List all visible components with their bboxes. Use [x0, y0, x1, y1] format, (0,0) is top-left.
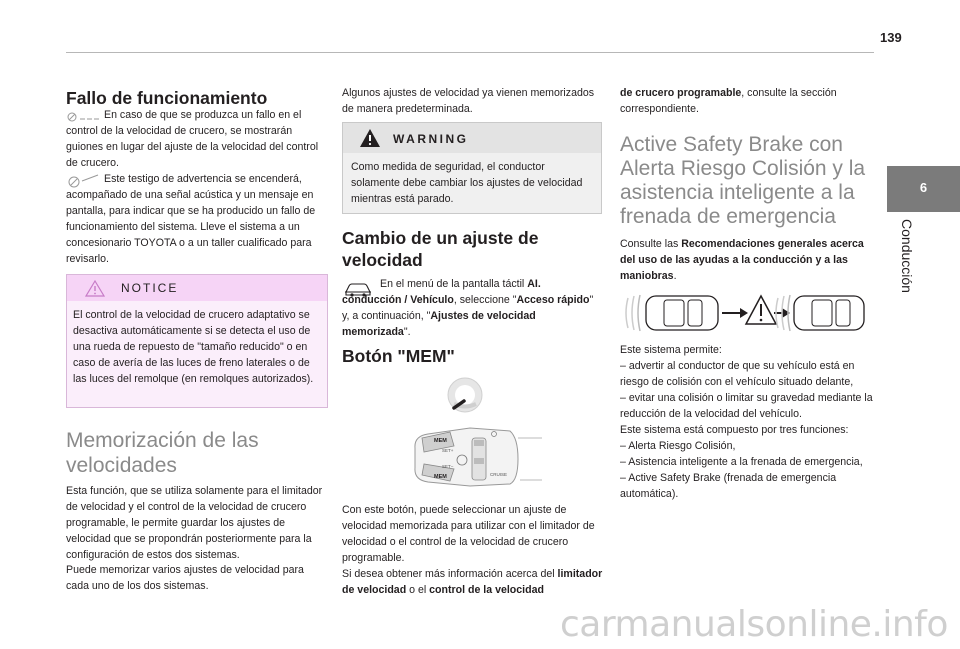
fault-paragraph-2: Este testigo de advertencia se encenderá, acompañado de una señal acústica y un mensaje en pantalla, para indicar que se ha producido un fallo de funcionamiento del sistema. Lleve el sistema a un concesionario TOYOTA o a un taller cualificado para revisarlo. [66, 173, 316, 265]
system-composed-label: Este sistema está compuesto por tres funciones: [620, 424, 849, 436]
section-title-asb-line2: Alerta Riesgo Colisión y la [620, 157, 866, 180]
collision-illustration [622, 288, 870, 338]
function-1: – Alerta Riesgo Colisión, [620, 440, 736, 452]
section-title-asb-line4: frenada de emergencia [620, 205, 836, 228]
collision-warning-icon [722, 296, 790, 324]
mem-paragraph-2: Si desea obtener más información acerca del limitador de velocidad o el control de la velocidad [342, 568, 603, 596]
mem-paragraph-1: Con este botón, puede seleccionar un ajuste de velocidad memorizada para utilizar con el limitador de velocidad o el control de la velocidad de crucero programable. [342, 504, 595, 564]
allows-bullet-2: – evitar una colisión o limitar su gravedad mediante la reducción de la velocidad del vehículo. [620, 392, 873, 420]
change-instructions: En el menú de la pantalla táctil AI. conducción / Vehículo, seleccione "Acceso rápido" y, a continuación, "Ajustes de velocidad memorizada". [342, 278, 594, 338]
warning-box [342, 122, 602, 214]
chapter-label: Conducción [899, 219, 915, 293]
notice-box [66, 274, 328, 408]
notice-label: NOTICE [121, 281, 179, 295]
set-minus-label: SET− [442, 464, 454, 469]
section-title-memorization-line2: velocidades [66, 454, 177, 477]
mem-label-bottom: MEM [434, 474, 447, 480]
section-title-change-line2: velocidad [342, 250, 423, 270]
see-recommendations: Consulte las Recomendaciones generales acerca del uso de las ayudas a la conducción y a las maniobras. [620, 238, 864, 282]
fault-paragraph-1: En caso de que se produzca un fallo en el control de la velocidad de crucero, se mostrarán guiones en lugar del ajuste de la velocidad del control de crucero. [66, 109, 319, 169]
notice-text: El control de la velocidad de crucero adaptativo se desactiva automáticamente si se detecta el uso de una rueda de repuesto de "tamaño reducido" o en caso de avería de las luces de freno laterales o de las luces del remolque (en remolques autorizados). [73, 309, 314, 385]
function-2: – Asistencia inteligente a la frenada de emergencia, [620, 456, 863, 468]
section-title-change-line1: Cambio de un ajuste de [342, 228, 539, 248]
warning-text: Como medida de seguridad, el conductor solamente debe cambiar los ajustes de velocidad mientras está parado. [351, 161, 583, 205]
system-allows-label: Este sistema permite: [620, 344, 722, 356]
section-title-asb-line1: Active Safety Brake con [620, 133, 843, 156]
chapter-number: 6 [919, 180, 928, 195]
section-title-mem-button: Botón "MEM" [342, 346, 455, 366]
warning-label: WARNING [393, 132, 469, 146]
section-title-memorization-line1: Memorización de las [66, 429, 259, 452]
section-title-asb-line3: asistencia inteligente a la [620, 181, 855, 204]
memorization-paragraph-2: Puede memorizar varios ajustes de velocidad para cada uno de los dos sistemas. [66, 564, 304, 592]
mem-button-illustration [410, 376, 545, 496]
section-title-fault: Fallo de funcionamiento [66, 88, 268, 108]
page-number: 139 [880, 30, 902, 45]
notice-header [67, 275, 327, 301]
continued-text: de crucero programable, consulte la sección correspondiente. [620, 87, 837, 115]
steering-wheel-icon [448, 378, 482, 412]
rear-vehicle-icon [626, 295, 718, 331]
warning-header [343, 123, 601, 153]
cruise-label: CRUISE [490, 472, 508, 477]
warning-triangle-icon [359, 128, 381, 148]
memorization-paragraph-1: Esta función, que se utiliza solamente para el limitador de velocidad y el control de la velocidad de crucero programable, le permite guardar los ajustes de velocidad que se propondrán posteriormente para la configuración de estos dos sistemas. [66, 485, 323, 561]
allows-bullet-1: – advertir al conductor de que su vehículo está en riesgo de colisión con el vehículo situado delante, [620, 360, 855, 388]
header-divider [66, 52, 874, 53]
mem-label-top: MEM [434, 438, 447, 444]
watermark: carmanualsonline.info [560, 604, 948, 645]
function-3: – Active Safety Brake (frenada de emergencia automática). [620, 472, 837, 500]
chapter-tab[interactable] [887, 166, 960, 212]
set-plus-label: SET+ [442, 448, 454, 453]
memorized-intro: Algunos ajustes de velocidad ya vienen memorizados de manera predeterminada. [342, 87, 595, 115]
notice-triangle-icon [85, 279, 105, 297]
